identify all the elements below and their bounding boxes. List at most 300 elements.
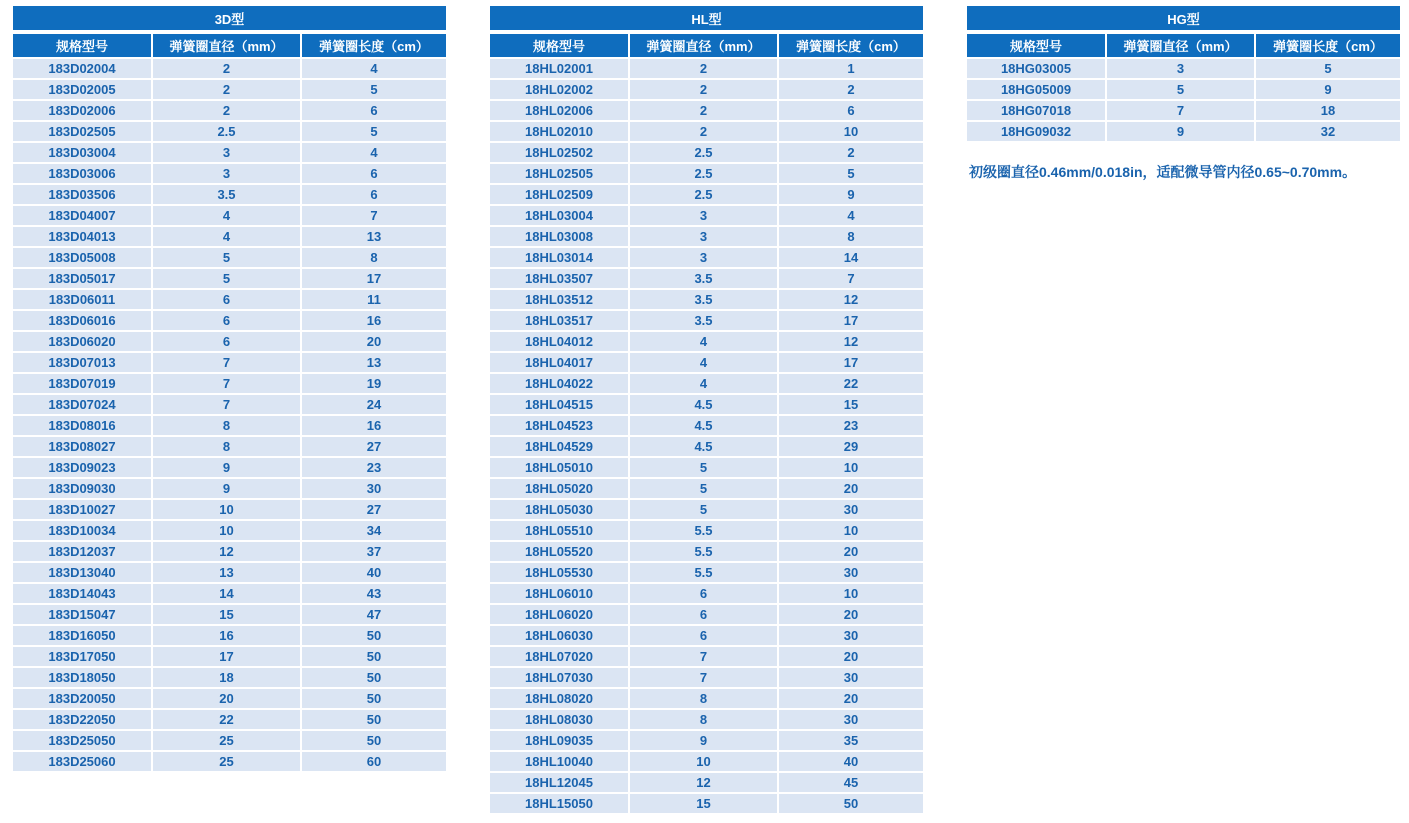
table-body bbox=[490, 57, 923, 813]
table-row bbox=[490, 561, 923, 582]
cell-diameter: 9 bbox=[630, 731, 779, 750]
table-row bbox=[13, 645, 446, 666]
cell-diameter: 5 bbox=[153, 269, 302, 288]
cell-model: 18HL03512 bbox=[490, 290, 630, 309]
cell-model: 183D13040 bbox=[13, 563, 153, 582]
cell-diameter: 3 bbox=[630, 227, 779, 246]
table-row bbox=[13, 162, 446, 183]
cell-length: 30 bbox=[779, 626, 923, 645]
cell-diameter: 22 bbox=[153, 710, 302, 729]
cell-model: 18HL15050 bbox=[490, 794, 630, 813]
cell-diameter: 2.5 bbox=[630, 164, 779, 183]
cell-model: 183D03004 bbox=[13, 143, 153, 162]
cell-diameter: 7 bbox=[1107, 101, 1256, 120]
table-row bbox=[13, 141, 446, 162]
table-hg bbox=[967, 6, 1400, 141]
table-row bbox=[490, 351, 923, 372]
cell-diameter: 10 bbox=[630, 752, 779, 771]
cell-length: 30 bbox=[779, 710, 923, 729]
cell-length: 14 bbox=[779, 248, 923, 267]
cell-diameter: 2 bbox=[630, 122, 779, 141]
cell-diameter: 9 bbox=[153, 479, 302, 498]
cell-length: 8 bbox=[779, 227, 923, 246]
cell-length: 1 bbox=[779, 59, 923, 78]
cell-diameter: 13 bbox=[153, 563, 302, 582]
cell-length: 30 bbox=[302, 479, 446, 498]
header-model: 规格型号 bbox=[967, 34, 1107, 57]
cell-model: 18HL02509 bbox=[490, 185, 630, 204]
cell-length: 19 bbox=[302, 374, 446, 393]
cell-diameter: 14 bbox=[153, 584, 302, 603]
cell-length: 17 bbox=[779, 353, 923, 372]
cell-model: 183D16050 bbox=[13, 626, 153, 645]
table-row bbox=[490, 414, 923, 435]
table-row bbox=[490, 792, 923, 813]
header-length: 弹簧圈长度（cm） bbox=[302, 34, 446, 57]
cell-diameter: 3 bbox=[153, 143, 302, 162]
cell-model: 183D08027 bbox=[13, 437, 153, 456]
cell-length: 60 bbox=[302, 752, 446, 771]
table-body bbox=[967, 57, 1400, 141]
table-3d bbox=[13, 6, 446, 771]
table-row bbox=[13, 540, 446, 561]
cell-length: 15 bbox=[779, 395, 923, 414]
table-row bbox=[490, 57, 923, 78]
cell-length: 50 bbox=[302, 731, 446, 750]
cell-length: 47 bbox=[302, 605, 446, 624]
cell-length: 20 bbox=[779, 605, 923, 624]
cell-diameter: 4.5 bbox=[630, 437, 779, 456]
cell-model: 18HL04022 bbox=[490, 374, 630, 393]
cell-model: 18HL08030 bbox=[490, 710, 630, 729]
cell-diameter: 10 bbox=[153, 500, 302, 519]
cell-model: 183D18050 bbox=[13, 668, 153, 687]
cell-length: 9 bbox=[1256, 80, 1400, 99]
table-row bbox=[490, 624, 923, 645]
table-row bbox=[490, 246, 923, 267]
cell-diameter: 15 bbox=[153, 605, 302, 624]
cell-length: 13 bbox=[302, 227, 446, 246]
cell-diameter: 2 bbox=[153, 101, 302, 120]
cell-model: 183D15047 bbox=[13, 605, 153, 624]
cell-length: 17 bbox=[302, 269, 446, 288]
cell-length: 40 bbox=[302, 563, 446, 582]
cell-model: 18HL04017 bbox=[490, 353, 630, 372]
cell-length: 6 bbox=[302, 101, 446, 120]
table-row bbox=[13, 183, 446, 204]
cell-length: 20 bbox=[779, 542, 923, 561]
table-row bbox=[13, 624, 446, 645]
table-row bbox=[13, 435, 446, 456]
cell-model: 183D02505 bbox=[13, 122, 153, 141]
cell-model: 183D06011 bbox=[13, 290, 153, 309]
table-row bbox=[490, 729, 923, 750]
cell-diameter: 9 bbox=[1107, 122, 1256, 141]
cell-diameter: 20 bbox=[153, 689, 302, 708]
cell-model: 183D09023 bbox=[13, 458, 153, 477]
cell-model: 18HL03014 bbox=[490, 248, 630, 267]
cell-model: 183D03506 bbox=[13, 185, 153, 204]
cell-model: 183D03006 bbox=[13, 164, 153, 183]
cell-length: 17 bbox=[779, 311, 923, 330]
table-row bbox=[490, 771, 923, 792]
cell-length: 50 bbox=[302, 710, 446, 729]
cell-diameter: 16 bbox=[153, 626, 302, 645]
table-title: HL型 bbox=[490, 6, 923, 30]
table-header bbox=[13, 34, 446, 57]
table-row bbox=[490, 204, 923, 225]
cell-model: 18HL05520 bbox=[490, 542, 630, 561]
table-row bbox=[13, 561, 446, 582]
cell-model: 18HL02006 bbox=[490, 101, 630, 120]
cell-diameter: 18 bbox=[153, 668, 302, 687]
table-header bbox=[967, 34, 1400, 57]
table-row bbox=[13, 708, 446, 729]
cell-model: 18HL06020 bbox=[490, 605, 630, 624]
table-header bbox=[490, 34, 923, 57]
cell-model: 18HG05009 bbox=[967, 80, 1107, 99]
table-row bbox=[13, 498, 446, 519]
cell-diameter: 25 bbox=[153, 752, 302, 771]
table-row bbox=[13, 393, 446, 414]
cell-diameter: 7 bbox=[153, 353, 302, 372]
cell-model: 18HG07018 bbox=[967, 101, 1107, 120]
cell-model: 18HL03507 bbox=[490, 269, 630, 288]
cell-diameter: 3.5 bbox=[630, 290, 779, 309]
cell-diameter: 3.5 bbox=[153, 185, 302, 204]
cell-diameter: 4 bbox=[153, 206, 302, 225]
cell-length: 6 bbox=[302, 164, 446, 183]
cell-model: 183D20050 bbox=[13, 689, 153, 708]
cell-model: 183D07013 bbox=[13, 353, 153, 372]
table-row bbox=[490, 141, 923, 162]
cell-length: 27 bbox=[302, 437, 446, 456]
cell-length: 37 bbox=[302, 542, 446, 561]
table-row bbox=[490, 498, 923, 519]
cell-model: 18HL02010 bbox=[490, 122, 630, 141]
cell-model: 183D22050 bbox=[13, 710, 153, 729]
cell-model: 183D07024 bbox=[13, 395, 153, 414]
cell-diameter: 10 bbox=[153, 521, 302, 540]
table-row bbox=[490, 120, 923, 141]
header-diameter: 弹簧圈直径（mm） bbox=[1107, 34, 1256, 57]
cell-length: 13 bbox=[302, 353, 446, 372]
cell-length: 10 bbox=[779, 584, 923, 603]
cell-model: 183D17050 bbox=[13, 647, 153, 666]
table-row bbox=[13, 414, 446, 435]
cell-diameter: 7 bbox=[630, 647, 779, 666]
cell-length: 5 bbox=[302, 80, 446, 99]
cell-model: 18HL12045 bbox=[490, 773, 630, 792]
cell-diameter: 8 bbox=[153, 437, 302, 456]
cell-length: 34 bbox=[302, 521, 446, 540]
table-row bbox=[490, 456, 923, 477]
cell-model: 183D02004 bbox=[13, 59, 153, 78]
cell-model: 183D10034 bbox=[13, 521, 153, 540]
cell-model: 18HL02502 bbox=[490, 143, 630, 162]
table-row bbox=[13, 330, 446, 351]
table-row bbox=[490, 477, 923, 498]
cell-diameter: 6 bbox=[630, 584, 779, 603]
cell-length: 16 bbox=[302, 416, 446, 435]
cell-length: 40 bbox=[779, 752, 923, 771]
cell-length: 16 bbox=[302, 311, 446, 330]
cell-model: 18HL05030 bbox=[490, 500, 630, 519]
cell-diameter: 2.5 bbox=[630, 185, 779, 204]
cell-diameter: 4 bbox=[630, 353, 779, 372]
cell-model: 183D05017 bbox=[13, 269, 153, 288]
cell-model: 18HL05010 bbox=[490, 458, 630, 477]
table-row bbox=[490, 288, 923, 309]
header-diameter: 弹簧圈直径（mm） bbox=[630, 34, 779, 57]
table-row bbox=[490, 183, 923, 204]
header-length: 弹簧圈长度（cm） bbox=[1256, 34, 1400, 57]
table-row bbox=[490, 162, 923, 183]
cell-model: 18HL08020 bbox=[490, 689, 630, 708]
table-row bbox=[490, 99, 923, 120]
cell-model: 183D25050 bbox=[13, 731, 153, 750]
cell-diameter: 2 bbox=[630, 80, 779, 99]
table-row bbox=[13, 246, 446, 267]
cell-model: 183D05008 bbox=[13, 248, 153, 267]
cell-length: 22 bbox=[779, 374, 923, 393]
table-row bbox=[13, 204, 446, 225]
cell-model: 18HG03005 bbox=[967, 59, 1107, 78]
table-row bbox=[490, 645, 923, 666]
cell-diameter: 8 bbox=[630, 710, 779, 729]
cell-diameter: 5 bbox=[630, 479, 779, 498]
cell-length: 6 bbox=[302, 185, 446, 204]
cell-model: 18HL06010 bbox=[490, 584, 630, 603]
cell-model: 18HL03008 bbox=[490, 227, 630, 246]
table-row bbox=[490, 267, 923, 288]
cell-length: 35 bbox=[779, 731, 923, 750]
table-row bbox=[967, 78, 1400, 99]
cell-length: 23 bbox=[779, 416, 923, 435]
cell-diameter: 3 bbox=[630, 248, 779, 267]
cell-diameter: 12 bbox=[630, 773, 779, 792]
cell-model: 183D04013 bbox=[13, 227, 153, 246]
cell-diameter: 2.5 bbox=[153, 122, 302, 141]
table-hl bbox=[490, 6, 923, 813]
cell-model: 183D04007 bbox=[13, 206, 153, 225]
cell-diameter: 9 bbox=[153, 458, 302, 477]
cell-length: 32 bbox=[1256, 122, 1400, 141]
cell-length: 2 bbox=[779, 143, 923, 162]
cell-length: 30 bbox=[779, 563, 923, 582]
header-model: 规格型号 bbox=[13, 34, 153, 57]
table-row bbox=[13, 372, 446, 393]
header-length: 弹簧圈长度（cm） bbox=[779, 34, 923, 57]
table-row bbox=[13, 99, 446, 120]
cell-diameter: 6 bbox=[153, 332, 302, 351]
cell-length: 50 bbox=[302, 626, 446, 645]
cell-diameter: 2 bbox=[153, 59, 302, 78]
cell-model: 183D06016 bbox=[13, 311, 153, 330]
table-row bbox=[490, 540, 923, 561]
table-row bbox=[13, 456, 446, 477]
cell-diameter: 2 bbox=[630, 101, 779, 120]
table-row bbox=[13, 288, 446, 309]
table-row bbox=[490, 666, 923, 687]
table-row bbox=[490, 435, 923, 456]
cell-diameter: 5.5 bbox=[630, 521, 779, 540]
cell-model: 18HL04012 bbox=[490, 332, 630, 351]
cell-model: 18HL03004 bbox=[490, 206, 630, 225]
table-row bbox=[13, 57, 446, 78]
cell-length: 9 bbox=[779, 185, 923, 204]
cell-model: 18HL05510 bbox=[490, 521, 630, 540]
table-row bbox=[490, 330, 923, 351]
table-row bbox=[490, 309, 923, 330]
cell-length: 5 bbox=[779, 164, 923, 183]
cell-model: 18HL05020 bbox=[490, 479, 630, 498]
cell-diameter: 7 bbox=[153, 395, 302, 414]
cell-diameter: 6 bbox=[153, 311, 302, 330]
cell-diameter: 5 bbox=[153, 248, 302, 267]
table-row bbox=[13, 603, 446, 624]
cell-model: 18HL04529 bbox=[490, 437, 630, 456]
table-row bbox=[490, 393, 923, 414]
cell-length: 29 bbox=[779, 437, 923, 456]
cell-diameter: 2.5 bbox=[630, 143, 779, 162]
cell-length: 20 bbox=[302, 332, 446, 351]
cell-model: 18HG09032 bbox=[967, 122, 1107, 141]
cell-length: 2 bbox=[779, 80, 923, 99]
cell-model: 183D06020 bbox=[13, 332, 153, 351]
cell-diameter: 3 bbox=[153, 164, 302, 183]
cell-length: 20 bbox=[779, 689, 923, 708]
table-row bbox=[13, 750, 446, 771]
table-body bbox=[13, 57, 446, 771]
cell-length: 6 bbox=[779, 101, 923, 120]
cell-model: 18HL02001 bbox=[490, 59, 630, 78]
cell-length: 8 bbox=[302, 248, 446, 267]
cell-model: 18HL03517 bbox=[490, 311, 630, 330]
table-row bbox=[13, 267, 446, 288]
table-row bbox=[13, 120, 446, 141]
cell-model: 183D25060 bbox=[13, 752, 153, 771]
cell-length: 18 bbox=[1256, 101, 1400, 120]
table-row bbox=[490, 582, 923, 603]
cell-model: 18HL06030 bbox=[490, 626, 630, 645]
table-row bbox=[13, 519, 446, 540]
cell-length: 7 bbox=[779, 269, 923, 288]
cell-model: 183D09030 bbox=[13, 479, 153, 498]
cell-model: 183D07019 bbox=[13, 374, 153, 393]
cell-diameter: 4 bbox=[153, 227, 302, 246]
cell-length: 23 bbox=[302, 458, 446, 477]
cell-length: 50 bbox=[302, 668, 446, 687]
cell-length: 30 bbox=[779, 500, 923, 519]
table-row bbox=[13, 687, 446, 708]
cell-length: 50 bbox=[302, 689, 446, 708]
cell-length: 4 bbox=[779, 206, 923, 225]
table-row bbox=[13, 477, 446, 498]
cell-diameter: 7 bbox=[630, 668, 779, 687]
cell-diameter: 4 bbox=[630, 374, 779, 393]
cell-length: 11 bbox=[302, 290, 446, 309]
table-row bbox=[490, 225, 923, 246]
table-row bbox=[490, 372, 923, 393]
cell-length: 10 bbox=[779, 458, 923, 477]
header-diameter: 弹簧圈直径（mm） bbox=[153, 34, 302, 57]
table-row bbox=[13, 225, 446, 246]
cell-length: 20 bbox=[779, 647, 923, 666]
table-title: HG型 bbox=[967, 6, 1400, 30]
table-row bbox=[967, 120, 1400, 141]
table-row bbox=[13, 666, 446, 687]
cell-model: 183D10027 bbox=[13, 500, 153, 519]
cell-diameter: 5.5 bbox=[630, 563, 779, 582]
cell-model: 183D02005 bbox=[13, 80, 153, 99]
spec-note: 初级圈直径0.46mm/0.018in，适配微导管内径0.65~0.70mm。 bbox=[969, 164, 1357, 180]
cell-length: 5 bbox=[302, 122, 446, 141]
table-row bbox=[13, 582, 446, 603]
cell-length: 24 bbox=[302, 395, 446, 414]
table-row bbox=[490, 750, 923, 771]
cell-length: 12 bbox=[779, 290, 923, 309]
cell-length: 5 bbox=[1256, 59, 1400, 78]
table-row bbox=[490, 519, 923, 540]
cell-diameter: 4.5 bbox=[630, 395, 779, 414]
cell-length: 27 bbox=[302, 500, 446, 519]
cell-diameter: 3 bbox=[630, 206, 779, 225]
cell-diameter: 4.5 bbox=[630, 416, 779, 435]
cell-model: 18HL04515 bbox=[490, 395, 630, 414]
cell-length: 43 bbox=[302, 584, 446, 603]
cell-diameter: 5 bbox=[1107, 80, 1256, 99]
cell-diameter: 6 bbox=[630, 605, 779, 624]
cell-model: 183D08016 bbox=[13, 416, 153, 435]
cell-length: 10 bbox=[779, 521, 923, 540]
cell-length: 50 bbox=[302, 647, 446, 666]
cell-length: 12 bbox=[779, 332, 923, 351]
cell-model: 18HL04523 bbox=[490, 416, 630, 435]
table-row bbox=[967, 99, 1400, 120]
cell-diameter: 2 bbox=[630, 59, 779, 78]
cell-diameter: 5.5 bbox=[630, 542, 779, 561]
cell-length: 4 bbox=[302, 143, 446, 162]
cell-diameter: 8 bbox=[153, 416, 302, 435]
cell-model: 18HL05530 bbox=[490, 563, 630, 582]
table-row bbox=[490, 687, 923, 708]
cell-model: 18HL07020 bbox=[490, 647, 630, 666]
cell-length: 30 bbox=[779, 668, 923, 687]
cell-diameter: 3 bbox=[1107, 59, 1256, 78]
table-row bbox=[490, 708, 923, 729]
cell-diameter: 12 bbox=[153, 542, 302, 561]
cell-model: 18HL02002 bbox=[490, 80, 630, 99]
cell-model: 183D02006 bbox=[13, 101, 153, 120]
table-row bbox=[967, 57, 1400, 78]
cell-length: 20 bbox=[779, 479, 923, 498]
cell-diameter: 6 bbox=[630, 626, 779, 645]
cell-diameter: 6 bbox=[153, 290, 302, 309]
cell-diameter: 5 bbox=[630, 458, 779, 477]
cell-model: 18HL09035 bbox=[490, 731, 630, 750]
cell-length: 4 bbox=[302, 59, 446, 78]
cell-model: 183D14043 bbox=[13, 584, 153, 603]
table-row bbox=[490, 603, 923, 624]
cell-diameter: 4 bbox=[630, 332, 779, 351]
cell-length: 50 bbox=[779, 794, 923, 813]
table-row bbox=[13, 351, 446, 372]
table-row bbox=[490, 78, 923, 99]
cell-model: 183D12037 bbox=[13, 542, 153, 561]
cell-model: 18HL10040 bbox=[490, 752, 630, 771]
cell-diameter: 5 bbox=[630, 500, 779, 519]
